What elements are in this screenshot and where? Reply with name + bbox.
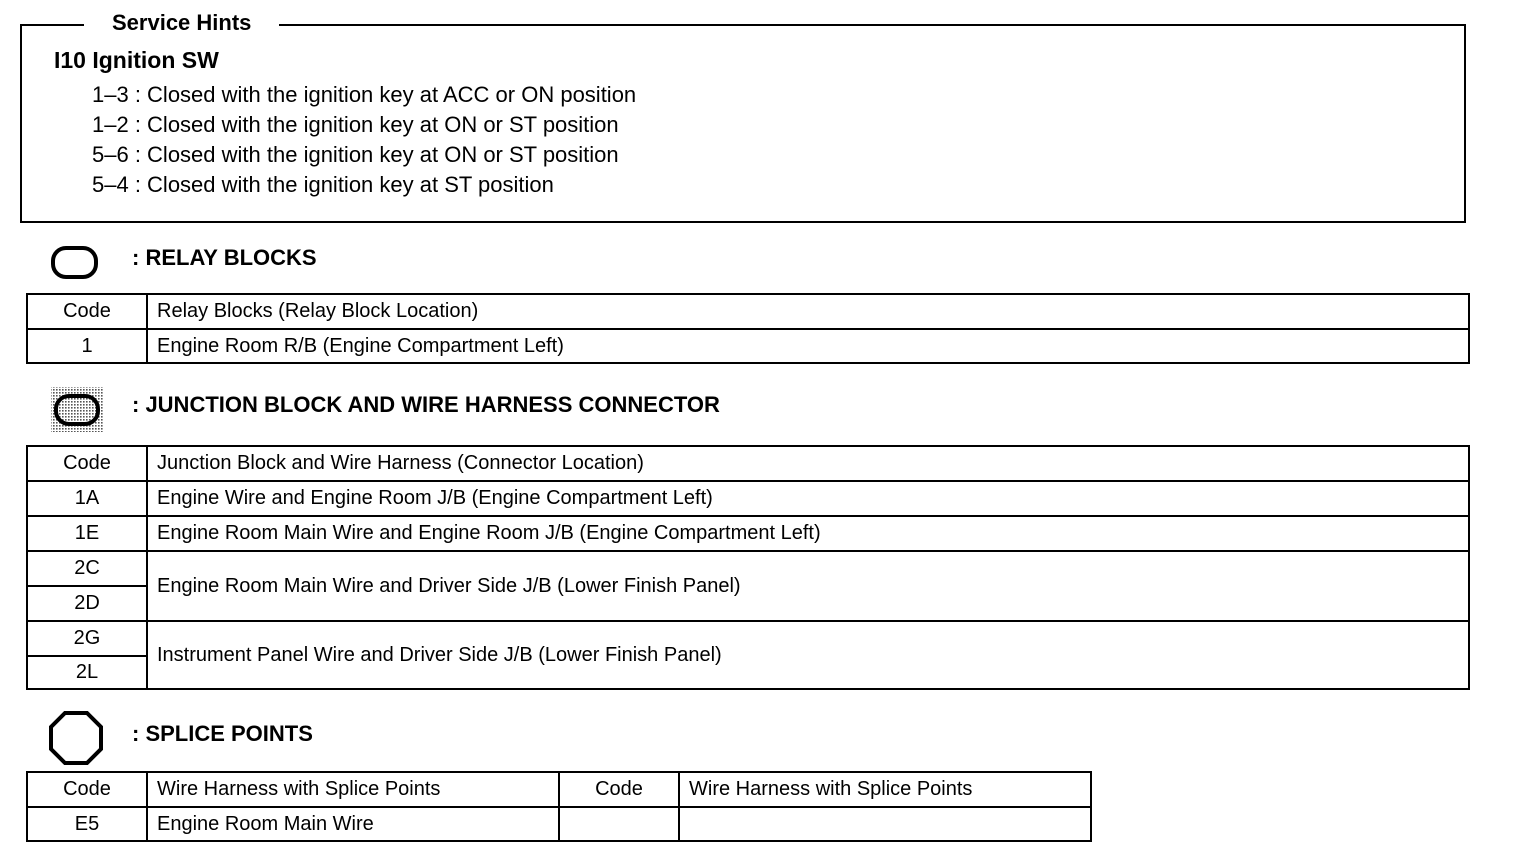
service-hints-legend: Service Hints — [84, 10, 279, 36]
relay-blocks-title: : RELAY BLOCKS — [132, 245, 317, 270]
code-header: Code — [27, 294, 147, 329]
code-cell: 2C — [27, 551, 147, 586]
hint-line: 1–2 : Closed with the ignition key at ON or ST position — [92, 112, 619, 137]
code-header: Code — [559, 772, 679, 807]
service-hints-list — [92, 80, 636, 200]
splice-points-table — [26, 771, 1092, 842]
octagon-icon — [48, 710, 104, 766]
description-cell: Engine Room Main Wire — [147, 807, 559, 841]
hint-line: 5–4 : Closed with the ignition key at ST position — [92, 172, 554, 197]
code-cell — [559, 807, 679, 841]
relay-blocks-table — [26, 293, 1470, 364]
junction-blocks-title: : JUNCTION BLOCK AND WIRE HARNESS CONNECTOR — [132, 392, 720, 417]
description-cell: Instrument Panel Wire and Driver Side J/B (Lower Finish Panel) — [147, 621, 1469, 689]
splice-points-title: : SPLICE POINTS — [132, 721, 313, 746]
table-header-row — [27, 772, 1091, 807]
hint-line: 5–6 : Closed with the ignition key at ON or ST position — [92, 142, 619, 167]
table-header-row — [27, 294, 1469, 329]
junction-blocks-table — [26, 445, 1470, 690]
code-cell: 2L — [27, 656, 147, 689]
service-hints-heading: I10 Ignition SW — [54, 47, 219, 73]
table-row — [27, 551, 1469, 586]
description-cell: Engine Room R/B (Engine Compartment Left) — [147, 329, 1469, 363]
code-cell: 1E — [27, 516, 147, 551]
table-row — [27, 807, 1091, 841]
description-header: Wire Harness with Splice Points — [679, 772, 1091, 807]
description-header: Junction Block and Wire Harness (Connector Location) — [147, 446, 1469, 481]
code-cell: E5 — [27, 807, 147, 841]
code-cell: 1A — [27, 481, 147, 516]
table-row — [27, 329, 1469, 363]
description-cell: Engine Room Main Wire and Driver Side J/B (Lower Finish Panel) — [147, 551, 1469, 621]
table-row — [27, 621, 1469, 656]
description-header: Wire Harness with Splice Points — [147, 772, 559, 807]
description-header: Relay Blocks (Relay Block Location) — [147, 294, 1469, 329]
description-cell — [679, 807, 1091, 841]
shaded-rounded-rectangle-icon — [50, 386, 106, 434]
table-header-row — [27, 446, 1469, 481]
code-cell: 2G — [27, 621, 147, 656]
code-cell: 2D — [27, 586, 147, 621]
code-header: Code — [27, 446, 147, 481]
table-row — [27, 481, 1469, 516]
code-header: Code — [27, 772, 147, 807]
rounded-rectangle-icon — [50, 244, 100, 280]
table-row — [27, 516, 1469, 551]
code-cell: 1 — [27, 329, 147, 363]
hint-line: 1–3 : Closed with the ignition key at ACC or ON position — [92, 82, 637, 107]
description-cell: Engine Room Main Wire and Engine Room J/B (Engine Compartment Left) — [147, 516, 1469, 551]
description-cell: Engine Wire and Engine Room J/B (Engine Compartment Left) — [147, 481, 1469, 516]
